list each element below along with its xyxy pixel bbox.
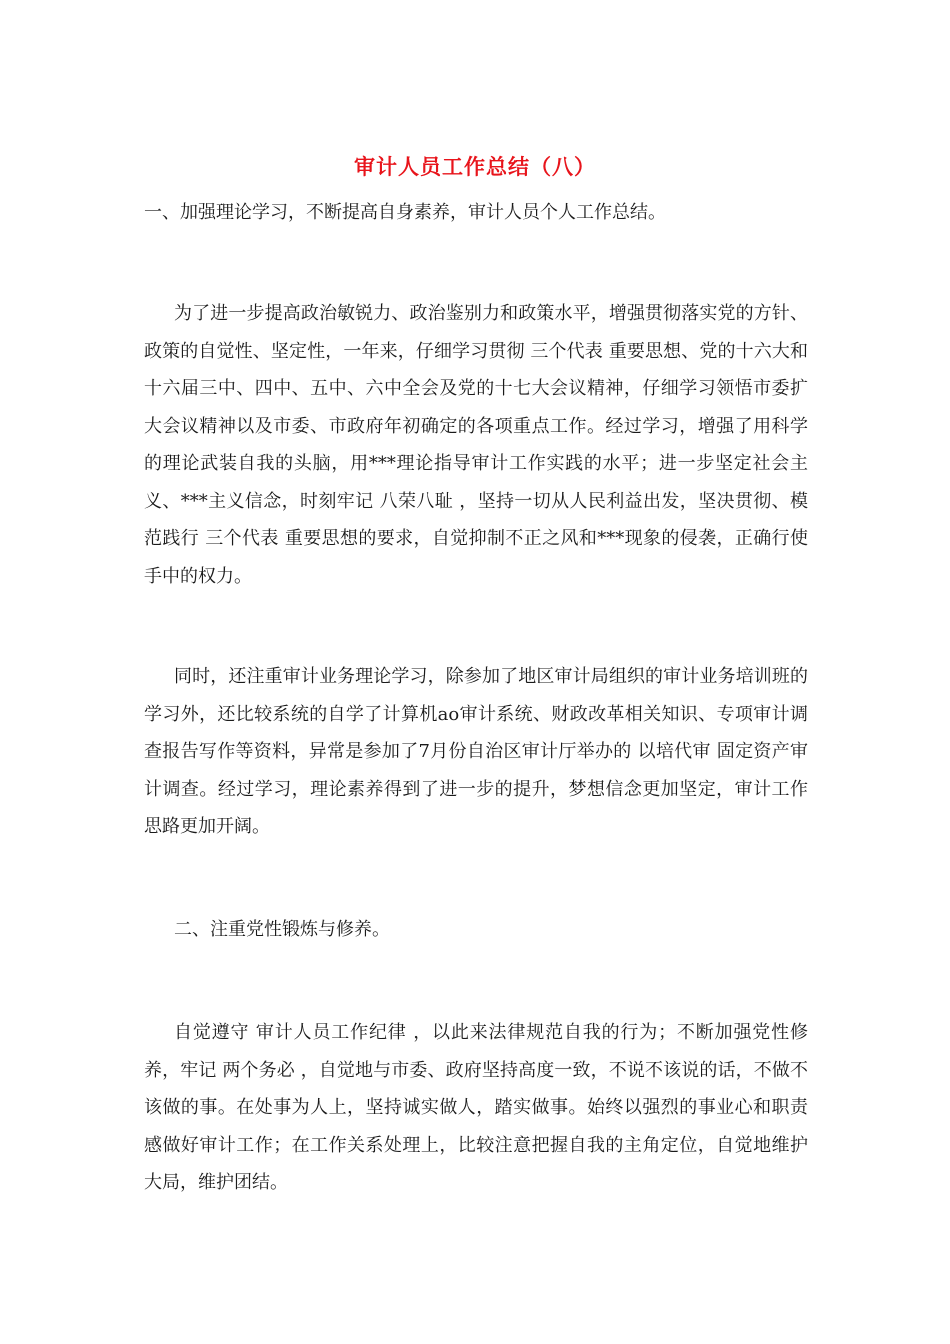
body-paragraph-1: 为了进一步提高政治敏锐力、政治鉴别力和政策水平，增强贯彻落实党的方针、政策的自觉性、坚定性，一年来，仔细学习贯彻 三个代表 重要思想、党的十六大和十六届三中、四中、五中、六中全会及党的十七大会议精神，仔细学习领悟市委扩大会议精神以及市委、市政府年初确定的各项重点工作。经过学习，增强了用科学的理论武装自我的头脑，用***理论指导审计工作实践的水平；进一步坚定社会主义、***主义信念，时刻牢记 八荣八耻 ，坚持一切从人民利益出发，坚决贯彻、模范践行 三个代表 重要思想的要求，自觉抑制不正之风和***现象的侵袭，正确行使手中的权力。 [144, 303, 808, 587]
body-paragraph-3: 自觉遵守 审计人员工作纪律 ，以此来法律规范自我的行为；不断加强党性修养，牢记 两个务必 ，自觉地与市委、政府坚持高度一致，不说不该说的话，不做不该做的事。在处事为人上，坚持诚实做人，踏实做事。始终以强烈的事业心和职责感做好审计工作；在工作关系处理上，比较注意把握自我的主角定位，自觉地维护大局，维护团结。 [144, 1022, 808, 1193]
section-heading-2: 二、注重党性锻炼与修养。 [174, 919, 390, 940]
document-title: 审计人员工作总结（八） [354, 154, 596, 179]
section-heading-1: 一、加强理论学习，不断提高自身素养，审计人员个人工作总结。 [144, 202, 666, 223]
body-paragraph-2: 同时，还注重审计业务理论学习，除参加了地区审计局组织的审计业务培训班的学习外，还比较系统的自学了计算机ao审计系统、财政改革相关知识、专项审计调查报告写作等资料，异常是参加了7月份自治区审计厅举办的 以培代审 固定资产审计调查。经过学习，理论素养得到了进一步的提升，梦想信念更加坚定，审计工作思路更加开阔。 [144, 666, 808, 837]
